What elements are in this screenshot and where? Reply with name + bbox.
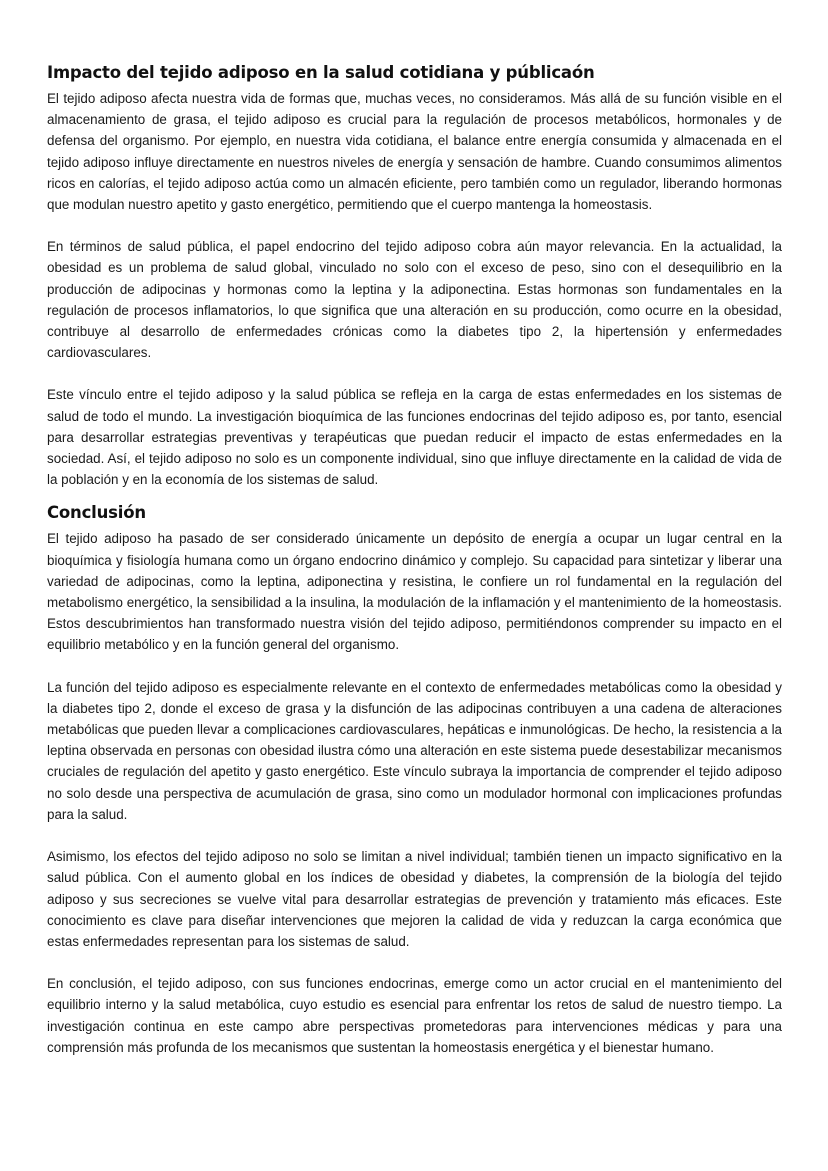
body-paragraph: En conclusión, el tejido adiposo, con sus funciones endocrinas, emerge como un actor crucial en el mantenimiento del equilibrio interno y la salud metabólica, cuyo estudio es esencial para enfrentar los retos de salud de nuestro tiempo. La investigación continua en este campo abre perspectivas prometedoras para intervenciones médicas y para una comprensión más profunda de los mecanismos que sustentan la homeostasis energética y el bienestar humano. xyxy=(47,976,782,1055)
body-paragraph: En términos de salud pública, el papel endocrino del tejido adiposo cobra aún mayor relevancia. En la actualidad, la obesidad es un problema de salud global, vinculado no solo con el exceso de peso, sino con el desequilibrio en la producción de adipocinas y hormonas como la leptina y la adiponectina. Estas hormonas son fundamentales en la regulación de procesos inflamatorios, lo que significa que una alteración en su producción, como ocurre en la obesidad, contribuye al desarrollo de enfermedades crónicas como la diabetes tipo 2, la hipertensión y enfermedades cardiovasculares. xyxy=(47,239,782,361)
section-heading: Conclusión xyxy=(47,503,146,523)
body-paragraph: Asimismo, los efectos del tejido adiposo no solo se limitan a nivel individual; también tienen un impacto significativo en la salud pública. Con el aumento global en los índices de obesidad y diabetes, la comprensión de la biología del tejido adiposo y sus secreciones se vuelve vital para desarrollar estrategias de prevención y tratamiento más eficaces. Este conocimiento es clave para diseñar intervenciones que mejoren la calidad de vida y reduzcan la carga económica que estas enfermedades representan para los sistemas de salud. xyxy=(47,849,782,949)
body-paragraph: La función del tejido adiposo es especialmente relevante en el contexto de enfermedades metabólicas como la obesidad y la diabetes tipo 2, donde el exceso de grasa y la disfunción de las adipocinas contribuyen a una cadena de alteraciones metabólicas que pueden llevar a complicaciones cardiovasculares, hepáticas e inmunológicas. De hecho, la resistencia a la leptina observada en personas con obesidad ilustra cómo una alteración en este sistema puede desestabilizar mecanismos cruciales de regulación del apetito y gasto energético. Este vínculo subraya la importancia de comprender el tejido adiposo no solo desde una perspectiva de acumulación de grasa, sino como un modulador hormonal con implicaciones profundas para la salud. xyxy=(47,679,782,822)
body-paragraph: Este vínculo entre el tejido adiposo y la salud pública se refleja en la carga de estas enfermedades en los sistemas de salud de todo el mundo. La investigación bioquímica de las funciones endocrinas del tejido adiposo es, por tanto, esencial para desarrollar estrategias preventivas y terapéuticas que puedan reducir el impacto de estas enfermedades en la sociedad. Así, el tejido adiposo no solo es un componente individual, sino que influye directamente en la calidad de vida de la población y en la economía de los sistemas de salud. xyxy=(47,387,782,488)
section-public-health-impact xyxy=(47,62,782,490)
body-paragraph: El tejido adiposo afecta nuestra vida de formas que, muchas veces, no consideramos. Más allá de su función visible en el almacenamiento de grasa, el tejido adiposo es crucial para la regulación de procesos metabólicos, hormonales y de defensa del organismo. Por ejemplo, en nuestra vida cotidiana, el balance entre energía consumida y almacenada en el tejido adiposo influye directamente en nuestros niveles de energía y sensación de hambre. Cuando consumimos alimentos ricos en calorías, el tejido adiposo actúa como un almacén eficiente, pero también como un regulador, liberando hormonas que modulan nuestro apetito y gasto energético, permitiendo que el cuerpo mantenga la homeostasis. xyxy=(47,91,782,213)
section-conclusion xyxy=(47,502,782,1057)
section-heading: Impacto del tejido adiposo en la salud cotidiana y públicaón xyxy=(47,63,595,82)
body-paragraph: El tejido adiposo ha pasado de ser considerado únicamente un depósito de energía a ocupar un lugar central en la bioquímica y fisiología humana como un órgano endocrino dinámico y complejo. Su capacidad para sintetizar y liberar una variedad de adipocinas, como la leptina, adiponectina y resistina, le confiere un rol fundamental en la regulación del metabolismo energético, la sensibilidad a la insulina, la modulación de la inflamación y el mantenimiento de la homeostasis. Estos descubrimientos han transformado nuestra visión del tejido adiposo, permitiéndonos comprender su impacto en el equilibrio metabólico y en la función general del organismo. xyxy=(47,531,782,653)
document-page xyxy=(47,62,782,1058)
